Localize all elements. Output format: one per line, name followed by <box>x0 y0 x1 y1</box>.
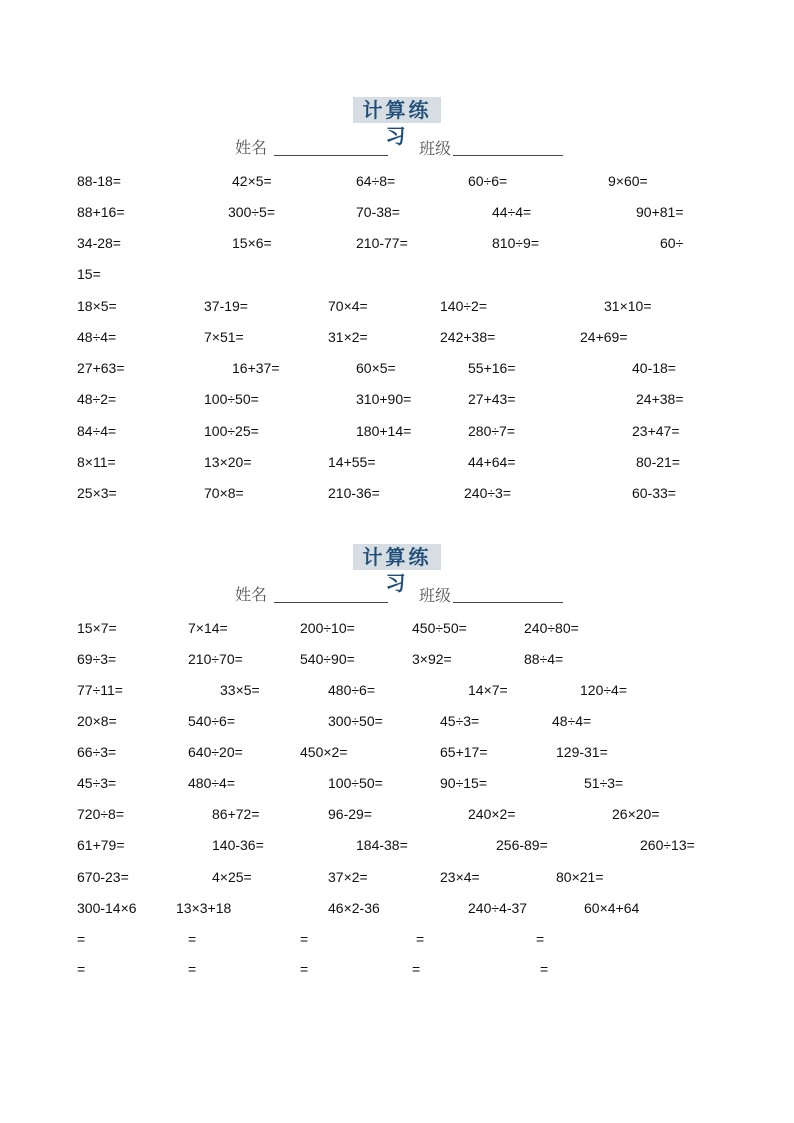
problem: 24+69= <box>580 329 628 345</box>
section-1-class-blank[interactable] <box>453 155 563 156</box>
problem: 310+90= <box>356 391 412 407</box>
problem: 480÷4= <box>188 775 236 791</box>
problem: 90÷15= <box>440 775 488 791</box>
section-2-title: 计算练习 <box>353 544 441 570</box>
answer-equals: = <box>300 931 309 947</box>
problem: 180+14= <box>356 423 412 439</box>
problem: 140-36= <box>212 837 264 853</box>
problem: 40-18= <box>632 360 676 376</box>
answer-equals: = <box>416 931 425 947</box>
problem: 60÷ <box>660 235 684 251</box>
problem: 25×3= <box>77 485 117 501</box>
problem: 7×51= <box>204 329 244 345</box>
problem: 37×2= <box>328 869 368 885</box>
problem: 88-18= <box>77 173 121 189</box>
problem: 200÷10= <box>300 620 355 636</box>
problem: 64÷8= <box>356 173 396 189</box>
section-1-class-label: 班级 <box>419 139 452 158</box>
problem: 15= <box>77 266 101 282</box>
problem: 70×8= <box>204 485 244 501</box>
problem: 69÷3= <box>77 651 117 667</box>
problem: 300÷50= <box>328 713 383 729</box>
problem: 210-36= <box>328 485 380 501</box>
problem: 8×11= <box>77 454 116 470</box>
problem: 16+37= <box>232 360 280 376</box>
answer-equals: = <box>77 931 86 947</box>
problem: 27+63= <box>77 360 125 376</box>
problem: 129-31= <box>556 744 608 760</box>
problem: 96-29= <box>328 806 372 822</box>
problem: 60×4+64 <box>584 900 640 916</box>
section-2-name-label: 姓名 <box>235 585 268 604</box>
problem: 61+79= <box>77 837 125 853</box>
problem: 242+38= <box>440 329 496 345</box>
problem: 44÷4= <box>492 204 532 220</box>
answer-equals: = <box>300 961 309 977</box>
problem: 70×4= <box>328 298 368 314</box>
section-2-class-label: 班级 <box>419 586 452 605</box>
problem: 20×8= <box>77 713 117 729</box>
answer-equals: = <box>540 961 549 977</box>
problem: 60-33= <box>632 485 676 501</box>
problem: 46×2-36 <box>328 900 380 916</box>
problem: 55+16= <box>468 360 516 376</box>
section-2-class-blank[interactable] <box>453 602 563 603</box>
problem: 70-38= <box>356 204 400 220</box>
problem: 140÷2= <box>440 298 488 314</box>
answer-equals: = <box>188 961 197 977</box>
problem: 240÷80= <box>524 620 579 636</box>
problem: 300÷5= <box>228 204 276 220</box>
problem: 9×60= <box>608 173 648 189</box>
problem: 13×3+18 <box>176 900 232 916</box>
problem: 100÷50= <box>328 775 383 791</box>
problem: 84÷4= <box>77 423 117 439</box>
problem: 31×2= <box>328 329 368 345</box>
problem: 33×5= <box>220 682 260 698</box>
problem: 48÷4= <box>552 713 592 729</box>
problem: 15×6= <box>232 235 272 251</box>
problem: 77÷11= <box>77 682 123 698</box>
problem: 23+47= <box>632 423 680 439</box>
problem: 45÷3= <box>77 775 117 791</box>
problem: 26×20= <box>612 806 660 822</box>
problem: 42×5= <box>232 173 272 189</box>
problem: 60÷6= <box>468 173 508 189</box>
problem: 240×2= <box>468 806 516 822</box>
problem: 24+38= <box>636 391 684 407</box>
problem: 280÷7= <box>468 423 516 439</box>
problem: 18×5= <box>77 298 117 314</box>
problem: 13×20= <box>204 454 252 470</box>
problem: 7×14= <box>188 620 228 636</box>
problem: 100÷25= <box>204 423 259 439</box>
problem: 45÷3= <box>440 713 480 729</box>
problem: 51÷3= <box>584 775 624 791</box>
section-1-title: 计算练习 <box>353 97 441 123</box>
section-2-name-blank[interactable] <box>274 602 388 603</box>
problem: 44+64= <box>468 454 516 470</box>
problem: 3×92= <box>412 651 452 667</box>
problem: 27+43= <box>468 391 516 407</box>
answer-equals: = <box>412 961 421 977</box>
problem: 66÷3= <box>77 744 117 760</box>
section-1-name-blank[interactable] <box>274 155 388 156</box>
problem: 60×5= <box>356 360 396 376</box>
problem: 4×25= <box>212 869 252 885</box>
problem: 640÷20= <box>188 744 243 760</box>
problem: 90+81= <box>636 204 684 220</box>
answer-equals: = <box>188 931 197 947</box>
problem: 88÷4= <box>524 651 564 667</box>
problem: 256-89= <box>496 837 548 853</box>
problem: 184-38= <box>356 837 408 853</box>
problem: 450÷50= <box>412 620 467 636</box>
problem: 37-19= <box>204 298 248 314</box>
problem: 260÷13= <box>640 837 695 853</box>
problem: 34-28= <box>77 235 121 251</box>
problem: 210÷70= <box>188 651 243 667</box>
problem: 240÷4-37 <box>468 900 528 916</box>
problem: 80×21= <box>556 869 604 885</box>
problem: 48÷2= <box>77 391 117 407</box>
section-1-name-label: 姓名 <box>235 138 268 157</box>
problem: 300-14×6 <box>77 900 137 916</box>
problem: 670-23= <box>77 869 129 885</box>
answer-equals: = <box>536 931 545 947</box>
problem: 100÷50= <box>204 391 259 407</box>
problem: 540÷6= <box>188 713 236 729</box>
problem: 14+55= <box>328 454 376 470</box>
problem: 88+16= <box>77 204 125 220</box>
problem: 240÷3= <box>464 485 512 501</box>
problem: 720÷8= <box>77 806 125 822</box>
problem: 65+17= <box>440 744 488 760</box>
problem: 210-77= <box>356 235 408 251</box>
problem: 480÷6= <box>328 682 376 698</box>
problem: 120÷4= <box>580 682 628 698</box>
problem: 810÷9= <box>492 235 540 251</box>
problem: 86+72= <box>212 806 260 822</box>
problem: 15×7= <box>77 620 117 636</box>
problem: 31×10= <box>604 298 652 314</box>
problem: 450×2= <box>300 744 348 760</box>
problem: 23×4= <box>440 869 480 885</box>
answer-equals: = <box>77 961 86 977</box>
problem: 80-21= <box>636 454 680 470</box>
problem: 48÷4= <box>77 329 117 345</box>
problem: 14×7= <box>468 682 508 698</box>
problem: 540÷90= <box>300 651 355 667</box>
